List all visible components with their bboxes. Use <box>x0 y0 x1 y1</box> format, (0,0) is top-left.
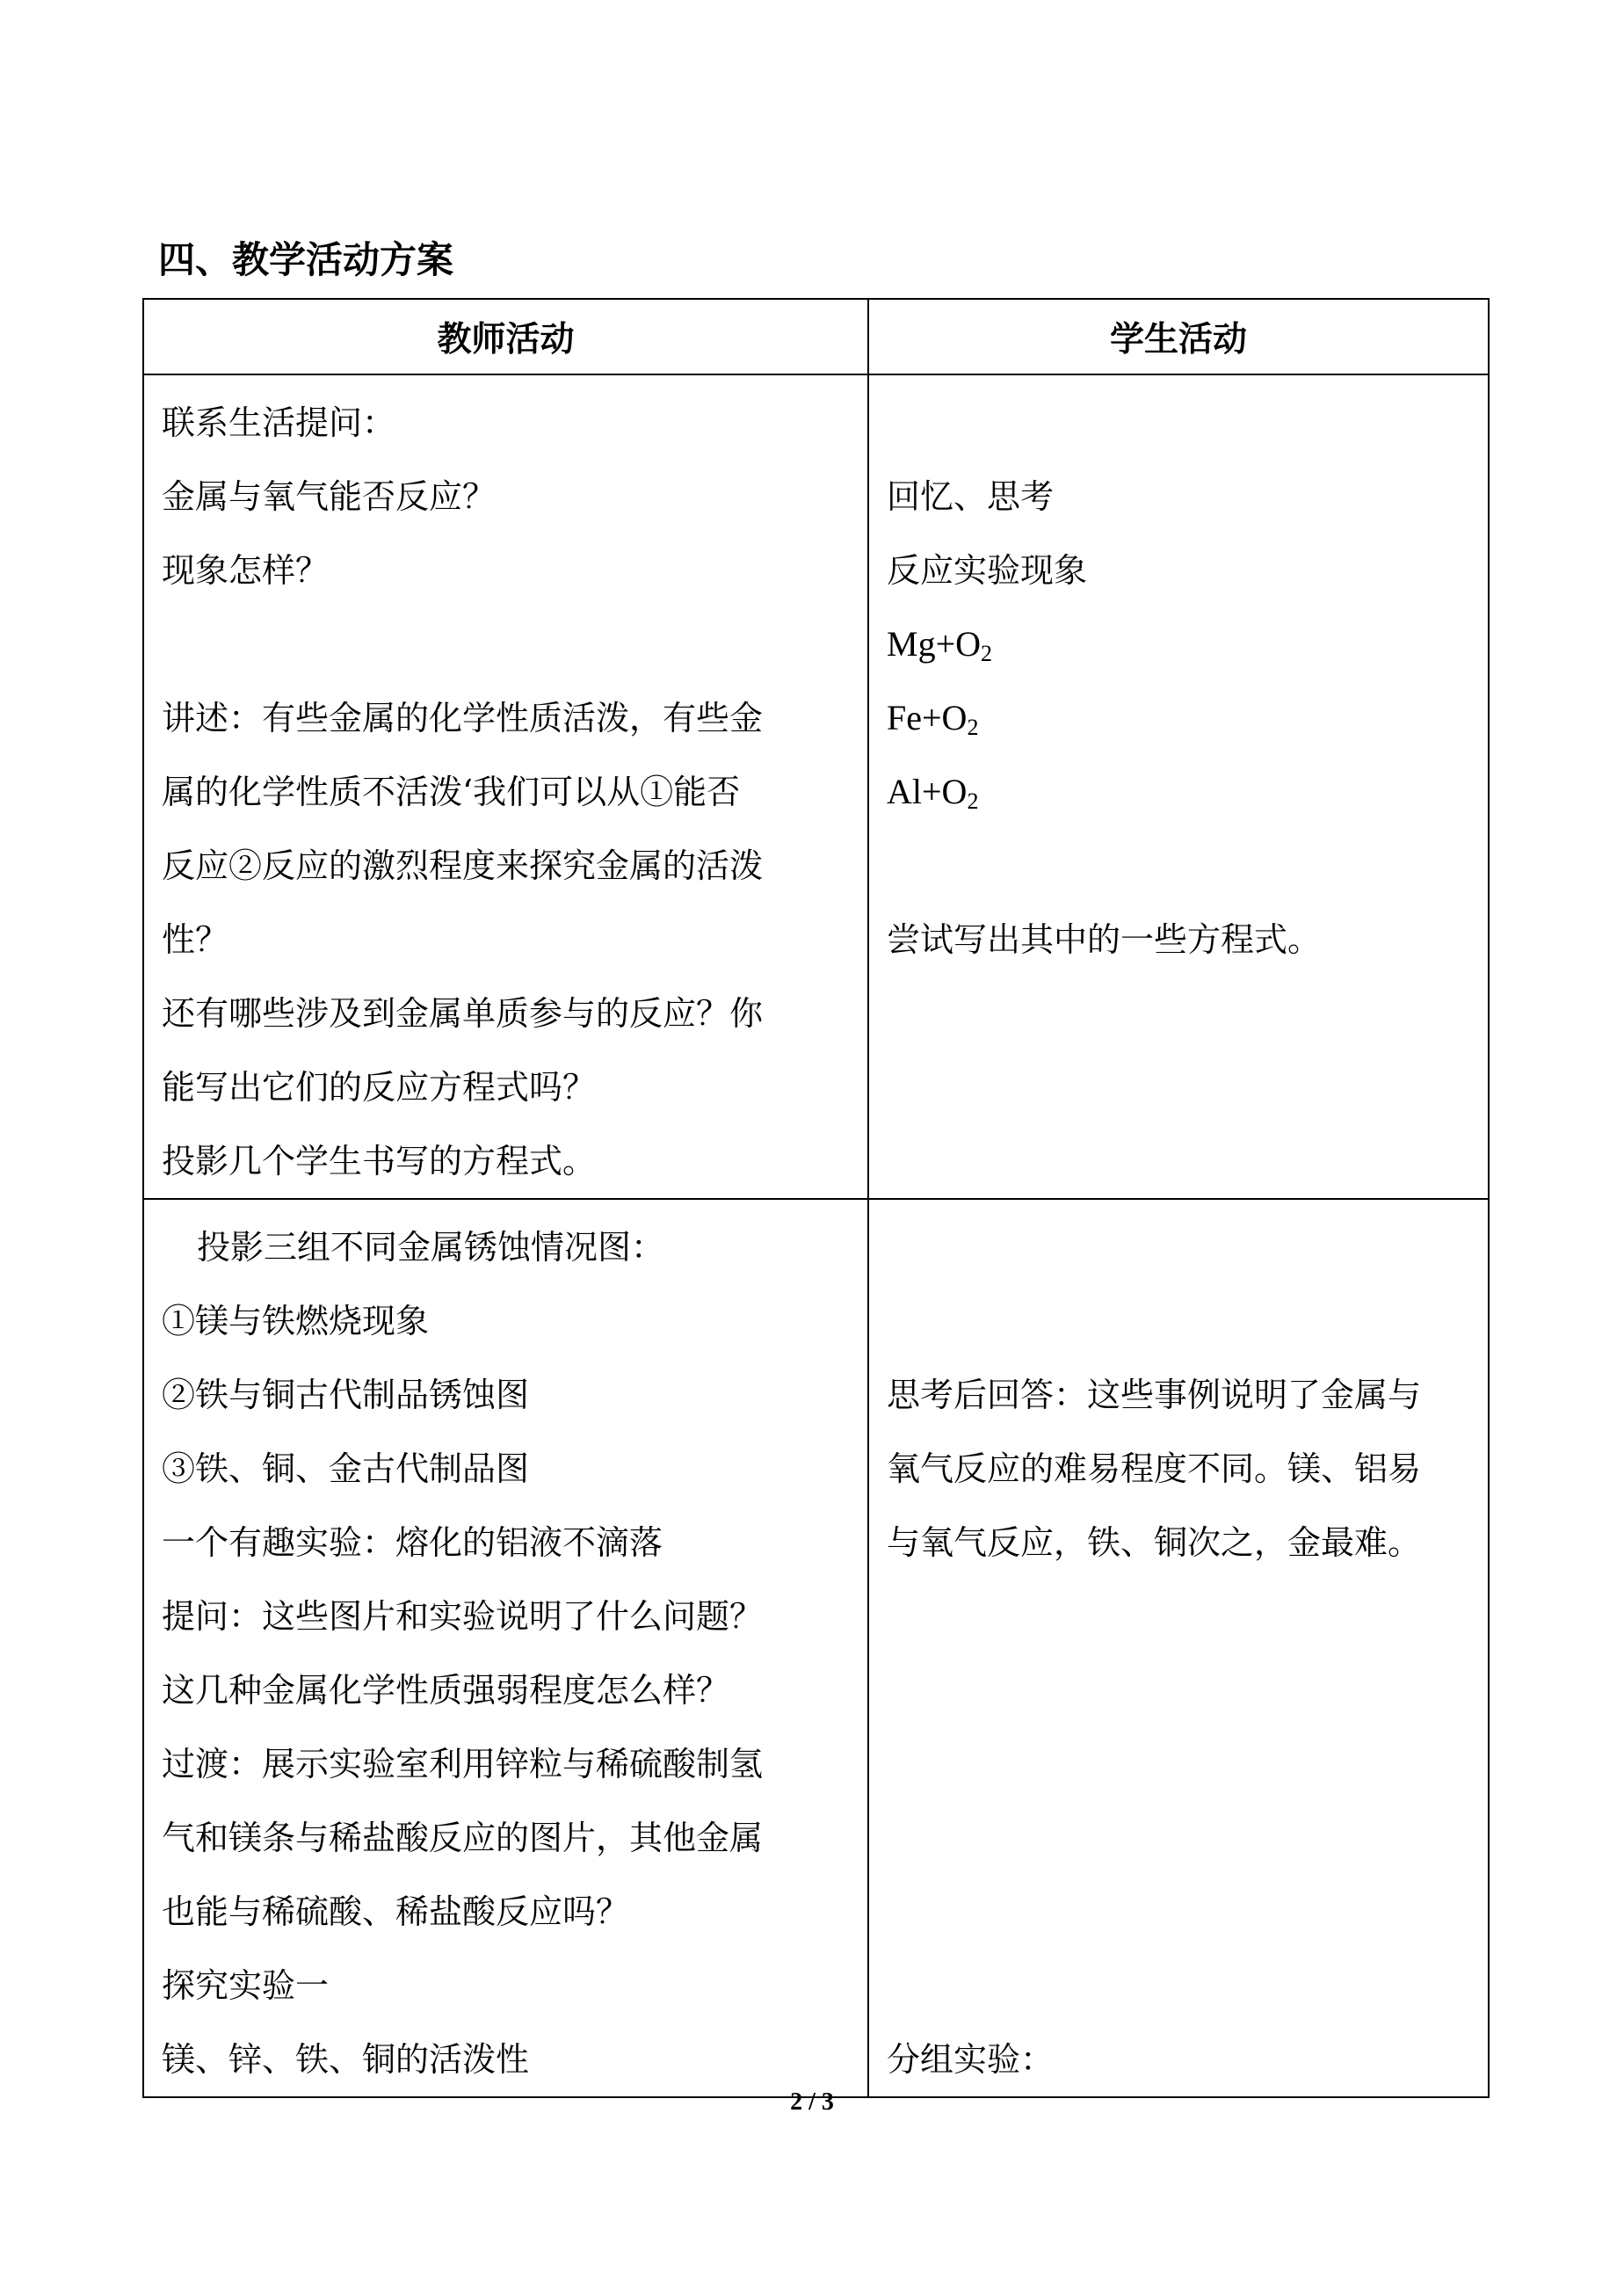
teacher-line: 现象怎样？ <box>162 551 330 590</box>
teacher-line: 探究实验一 <box>162 1966 330 2005</box>
teacher-cell-2 <box>143 1199 868 2097</box>
table-row <box>143 1199 1489 2097</box>
teacher-line: ③铁、铜、金古代制品图 <box>162 1449 530 1488</box>
teacher-line: 气和镁条与稀盐酸反应的图片，其他金属 <box>162 1819 764 1857</box>
teacher-line: 金属与氧气能否反应？ <box>162 477 497 516</box>
teacher-line: 这几种金属化学性质强弱程度怎么样？ <box>162 1671 730 1710</box>
header-teacher-activity: 教师活动 <box>143 299 868 374</box>
teacher-line: 还有哪些涉及到金属单质参与的反应？你 <box>162 994 764 1033</box>
student-cell-1 <box>868 374 1489 1199</box>
teacher-line: 一个有趣实验：熔化的铝液不滴落 <box>162 1523 663 1562</box>
student-blank-line <box>887 1210 1470 1284</box>
student-blank-line <box>887 1653 1470 1727</box>
header-student-activity: 学生活动 <box>868 299 1489 374</box>
formula-al-o2: $Al+O_2$ <box>887 772 979 814</box>
student-blank-line <box>887 1875 1470 1949</box>
teacher-line: 过渡：展示实验室利用锌粒与稀硫酸制氢 <box>162 1745 764 1783</box>
teacher-line: 镁、锌、铁、铜的活泼性 <box>162 2040 530 2079</box>
teacher-line: 反应②反应的激烈程度来探究金属的活泼 <box>162 846 764 885</box>
student-answer-line: 氧气反应的难易程度不同。镁、铝易 <box>887 1449 1422 1488</box>
student-blank-line <box>887 386 1470 460</box>
teacher-line: 讲述：有些金属的化学性质活泼，有些金 <box>162 699 764 737</box>
student-answer-line: 与氧气反应，铁、铜次之，金最难。 <box>887 1523 1422 1562</box>
student-cell-2 <box>868 1199 1489 2097</box>
teacher-line: 投影几个学生书写的方程式。 <box>162 1142 597 1180</box>
student-blank-line <box>887 829 1470 903</box>
activity-plan-table <box>142 298 1490 2098</box>
student-answer-line: 思考后回答：这些事例说明了金属与 <box>887 1376 1422 1414</box>
teacher-line-blank <box>162 607 850 681</box>
student-blank-line <box>887 1284 1470 1358</box>
teacher-line: 能写出它们的反应方程式吗？ <box>162 1068 597 1107</box>
teacher-line: 投影三组不同金属锈蚀情况图： <box>197 1228 665 1267</box>
teacher-line: ②铁与铜古代制品锈蚀图 <box>162 1376 530 1414</box>
teacher-line: 也能与稀硫酸、稀盐酸反应吗？ <box>162 1892 630 1931</box>
page-number: 2 / 3 <box>790 2088 834 2116</box>
teacher-cell-1 <box>143 374 868 1199</box>
table-row <box>143 374 1489 1199</box>
teacher-line: 性？ <box>162 920 229 959</box>
table-header-row <box>143 299 1489 374</box>
section-title: 四、教学活动方案 <box>158 238 454 281</box>
student-blank-line <box>887 1727 1470 1801</box>
student-line-phenomenon: 反应实验现象 <box>887 551 1088 590</box>
student-blank-line <box>887 1949 1470 2023</box>
student-line-group-experiment: 分组实验： <box>887 2040 1055 2079</box>
student-blank-line <box>887 1580 1470 1653</box>
teacher-line: ①镁与铁燃烧现象 <box>162 1302 430 1340</box>
formula-fe-o2: $Fe+O_2$ <box>887 698 979 740</box>
teacher-line: 属的化学性质不活泼‘我们可以从①能否 <box>162 773 741 811</box>
teacher-line: 联系生活提问： <box>162 403 396 442</box>
student-blank-line <box>887 1801 1470 1875</box>
teacher-line: 提问：这些图片和实验说明了什么问题？ <box>162 1597 764 1636</box>
formula-mg-o2: $Mg+O_2$ <box>887 624 993 666</box>
student-line-recall: 回忆、思考 <box>887 477 1055 516</box>
student-line-try-write: 尝试写出其中的一些方程式。 <box>887 920 1322 959</box>
